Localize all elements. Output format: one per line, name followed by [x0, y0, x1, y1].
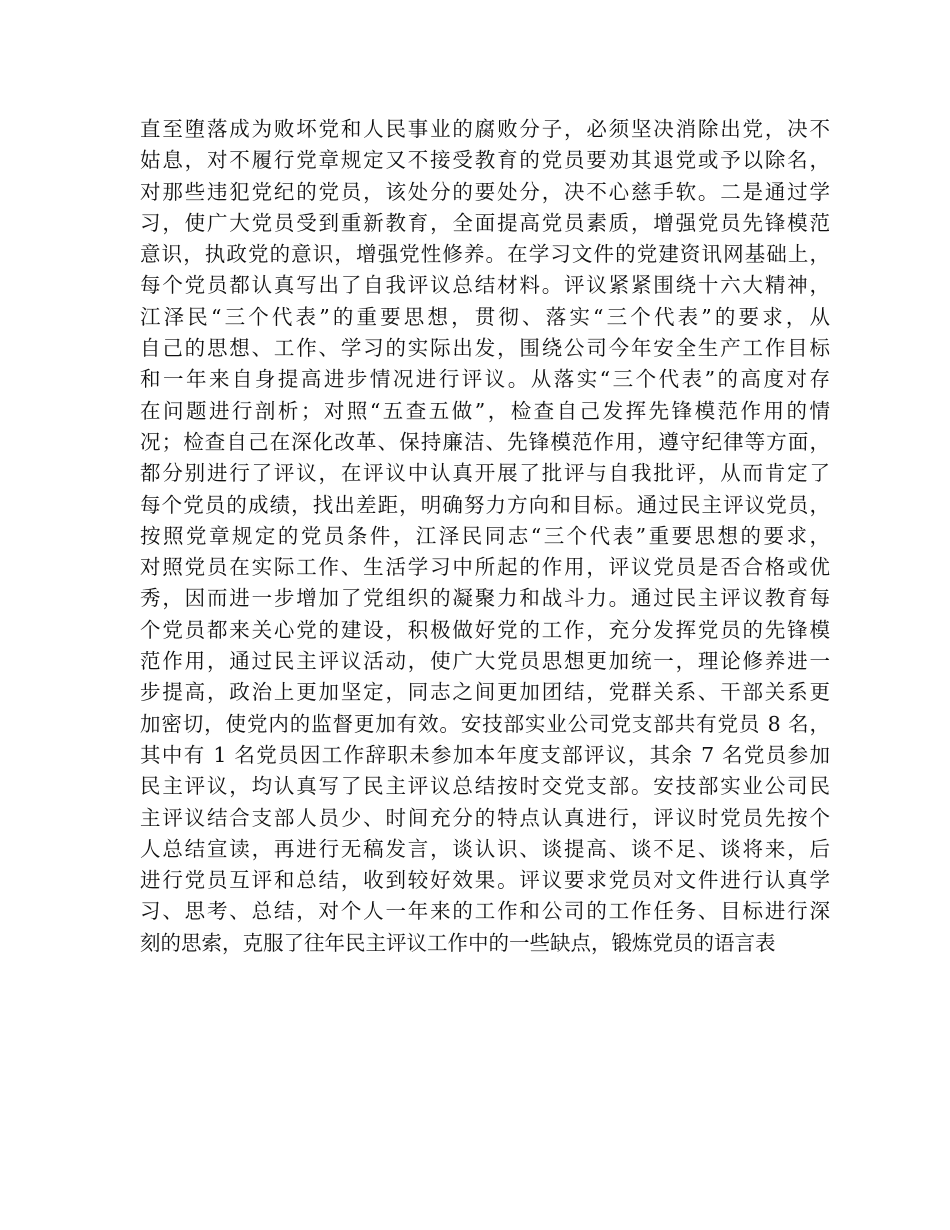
text-line: 民主评议，均认真写了民主评议总结按时交党支部。安技部实业公司民 [140, 774, 830, 799]
text-line: 刻的思索，克服了往年民主评议工作中的一些缺点，锻炼党员的语言表 [140, 930, 776, 955]
text-line: 和一年来自身提高进步情况进行评议。从落实“三个代表”的高度对存 [140, 367, 830, 392]
text-line: 自己的思想、工作、学习的实际出发，围绕公司今年安全生产工作目标 [140, 336, 830, 361]
text-line: 按照党章规定的党员条件，江泽民同志“三个代表”重要思想的要求， [140, 523, 830, 548]
text-line: 步提高，政治上更加坚定，同志之间更加团结，党群关系、干部关系更 [140, 680, 830, 705]
text-line: 况；检查自己在深化改革、保持廉洁、先锋模范作用，遵守纪律等方面， [140, 429, 830, 454]
text-line: 在问题进行剖析；对照“五查五做”，检查自己发挥先锋模范作用的情 [140, 398, 830, 423]
text-line: 江泽民“三个代表”的重要思想，贯彻、落实“三个代表”的要求，从 [140, 304, 830, 329]
text-line: 姑息，对不履行党章规定又不接受教育的党员要劝其退党或予以除名， [140, 148, 830, 173]
text-line: 都分别进行了评议，在评议中认真开展了批评与自我批评，从而肯定了 [140, 461, 830, 486]
text-line: 进行党员互评和总结，收到较好效果。评议要求党员对文件进行认真学 [140, 868, 830, 893]
text-line: 个党员都来关心党的建设，积极做好党的工作，充分发挥党员的先锋模 [140, 617, 830, 642]
text-line: 每个党员的成绩，找出差距，明确努力方向和目标。通过民主评议党员， [140, 492, 830, 517]
text-line: 范作用，通过民主评议活动，使广大党员思想更加统一，理论修养进一 [140, 649, 830, 674]
text-line: 对照党员在实际工作、生活学习中所起的作用，评议党员是否合格或优 [140, 555, 830, 580]
text-line: 对那些违犯党纪的党员，该处分的要处分，决不心慈手软。二是通过学 [140, 179, 830, 204]
text-line: 每个党员都认真写出了自我评议总结材料。评议紧紧围绕十六大精神， [140, 273, 830, 298]
text-line: 主评议结合支部人员少、时间充分的特点认真进行，评议时党员先按个 [140, 805, 830, 830]
body-text [140, 114, 830, 959]
text-line: 加密切，使党内的监督更加有效。安技部实业公司党支部共有党员 8 名， [140, 711, 830, 736]
text-line: 意识，执政党的意识，增强党性修养。在学习文件的党建资讯网基础上， [140, 242, 830, 267]
text-line: 其中有 1 名党员因工作辞职未参加本年度支部评议，其余 7 名党员参加 [140, 742, 830, 767]
text-line: 习、思考、总结，对个人一年来的工作和公司的工作任务、目标进行深 [140, 899, 830, 924]
text-line: 人总结宣读，再进行无稿发言，谈认识、谈提高、谈不足、谈将来，后 [140, 836, 830, 861]
text-line: 秀，因而进一步增加了党组织的凝聚力和战斗力。通过民主评议教育每 [140, 586, 830, 611]
text-line: 习，使广大党员受到重新教育，全面提高党员素质，增强党员先锋模范 [140, 210, 830, 235]
text-line: 直至堕落成为败坏党和人民事业的腐败分子，必须坚决消除出党，决不 [140, 117, 830, 141]
